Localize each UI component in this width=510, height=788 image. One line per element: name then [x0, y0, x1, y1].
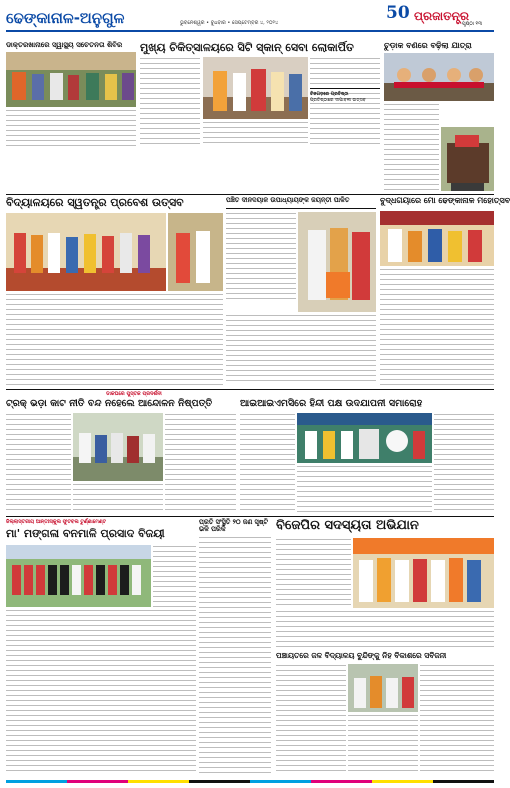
article-12-photo [348, 664, 418, 712]
article-2-body-bottom [203, 121, 308, 147]
article-9-photo [6, 545, 151, 607]
article-4-body [6, 293, 223, 385]
article-3-photo [384, 53, 494, 101]
article-12-headline: ପଞ୍ଚାୟତରେ ଜଳ ବିଦ୍ୟାଳୟ ବୁନ୍ଦିଙ୍କୁ ନିହ ବିକାଶରେ ସବିଜନୀ [276, 651, 447, 660]
row-3-divider [6, 516, 494, 517]
article-8-body-right [434, 413, 494, 513]
article-2-body-left [140, 57, 200, 147]
article-3-image-2 [441, 127, 494, 191]
article-9-image [6, 545, 151, 607]
article-5-image [298, 212, 376, 312]
article-5-body [226, 212, 296, 302]
article-3-photo-2 [441, 127, 494, 191]
article-7-body-bottom [73, 483, 163, 513]
article-3-image [384, 53, 494, 101]
article-9-headline: ମା' ମଙ୍ଗଳା ବନମାଳି ପ୍ରସାଦ ବିଜୟୀ [6, 527, 165, 540]
registration-bar [6, 780, 494, 783]
article-10-body [199, 536, 271, 774]
article-11-photo [353, 538, 494, 608]
article-7-body-left [6, 413, 71, 513]
article-7-body-right [165, 413, 236, 513]
sidebar-box [310, 88, 380, 108]
article-11-image [353, 538, 494, 608]
article-12-body-left [276, 664, 346, 774]
article-6-headline: ବୁଦ୍ଧଗୟାରେ ମୋ ଢେଙ୍କାନାଳ ମହୋତ୍ସବ [380, 196, 510, 205]
article-7-headline: ଟ୍ରକ୍ ଭଡ଼ା କାଟ ନୀତି ବନ୍ଦ ନହେଲେ ଆନ୍ଦୋଳନ ନିଷ୍ପତ୍ତି [6, 398, 213, 409]
article-1-headline: ଡାକ୍ତରଖାନାରେ ସ୍ୱାସ୍ଥ୍ୟ ସଚେତନତା ଶିବିର [6, 41, 123, 49]
article-4-photo [6, 213, 166, 291]
article-9-kicker: ଜିଲ୍ଲାସ୍ତରୀୟ ଆନ୍ତଃସ୍କୁଲ ଫୁଟବଲ ଟୁର୍ଣ୍ଣାମେଣ୍ଟ [6, 519, 107, 525]
article-12-body-mid [348, 714, 418, 774]
article-2-image [203, 57, 308, 119]
article-5-photo [298, 212, 376, 312]
anniversary-logo [386, 3, 408, 27]
article-12-image [348, 664, 418, 712]
article-9-body-side [153, 545, 196, 607]
article-7-kicker: ଡାକଘରେ ପୁସ୍ତକ ପ୍ରଦର୍ଶନୀ [106, 391, 162, 397]
article-2-headline: ମୁଖ୍ୟ ଚିକିତ୍ସାଳୟରେ ସିଟି ସ୍କାନ୍ ସେବା ଲୋକାର୍ପିତ [140, 41, 354, 54]
article-8-image [297, 413, 432, 463]
sidebar-head: ଚିଜଗଡ଼ରେ ପ୍ରତିଷ୍ଠା [310, 92, 349, 97]
article-11-headline: ବିଜେପିର ସଦସ୍ୟତା ଅଭିଯାନ [276, 518, 419, 533]
article-3-body [384, 103, 439, 191]
article-1-photo [6, 52, 136, 107]
article-10-headline: ପ୍ରତି ସଂସ୍ଥିତି ୨୦ ଜଣ ସୃଷ୍ଟି ଭଳି ପରିକି [199, 518, 269, 533]
sidebar-sub: ପ୍ରତିଷ୍ଠାରେ ଦୀପାବଳୀ ଉତ୍ସବ [310, 98, 366, 103]
article-8-headline: ଆଇଆଇଏମସିରେ ହିନ୍ଦୀ ପକ୍ଷ ଉଦଯାପନୀ ସମାରୋହ [240, 398, 423, 409]
article-7-image [73, 413, 163, 481]
article-11-body [276, 610, 494, 648]
row-2-divider [6, 389, 494, 390]
article-7-photo [73, 413, 163, 481]
article-1-body [6, 109, 136, 147]
article-4-headline: ବିଦ୍ୟାଳୟରେ ସ୍ୱତନ୍ତ୍ର ପ୍ରବେଶ ଉତ୍ସବ [6, 196, 184, 209]
paper-name: ପ୍ରଜାତନ୍ତ୍ର [414, 9, 470, 23]
date-line: ଭୁବନେଶ୍ୱର • ବୁଧବାର • ସେପ୍ଟେମ୍ବର ୪, ୨୦୨୪ [180, 20, 279, 26]
article-5-body-bottom [226, 314, 376, 385]
anniversary-number: 50 [386, 3, 410, 23]
article-2-photo [203, 57, 308, 119]
article-4-image [6, 213, 166, 291]
article-11-body-left [276, 538, 351, 608]
article-8-body-left [240, 413, 295, 513]
section-title: ଢେଙ୍କାନାଳ-ଅନୁଗୁଳ [6, 9, 125, 27]
article-3-headline: ଚୁଡ଼ାକ ବଣରେ ବଢ଼ିଲା ଯାତ୍ରା [384, 41, 472, 50]
article-5-headline: ପଞ୍ଚିତ ଦୀନଦୟାଳ ଉପାଧ୍ୟାୟଙ୍କ ଜୟନ୍ତୀ ପାଳିତ [226, 196, 350, 204]
article-8-photo [297, 413, 432, 463]
article-6-body [380, 268, 494, 385]
article-1-image [6, 52, 136, 107]
row-1-divider [6, 194, 494, 195]
article-6-photo [380, 211, 494, 266]
article-4-image-2 [168, 213, 223, 291]
article-12-body-right [420, 664, 494, 774]
masthead [0, 0, 500, 38]
article-5-headline-box [226, 197, 376, 209]
article-9-body [6, 609, 196, 774]
article-4-photo-2 [168, 213, 223, 291]
article-8-body-mid [297, 465, 432, 513]
page-number: ପୃଷ୍ଠା ୧୩ [462, 21, 483, 27]
article-6-image [380, 211, 494, 266]
masthead-underline [6, 30, 494, 32]
